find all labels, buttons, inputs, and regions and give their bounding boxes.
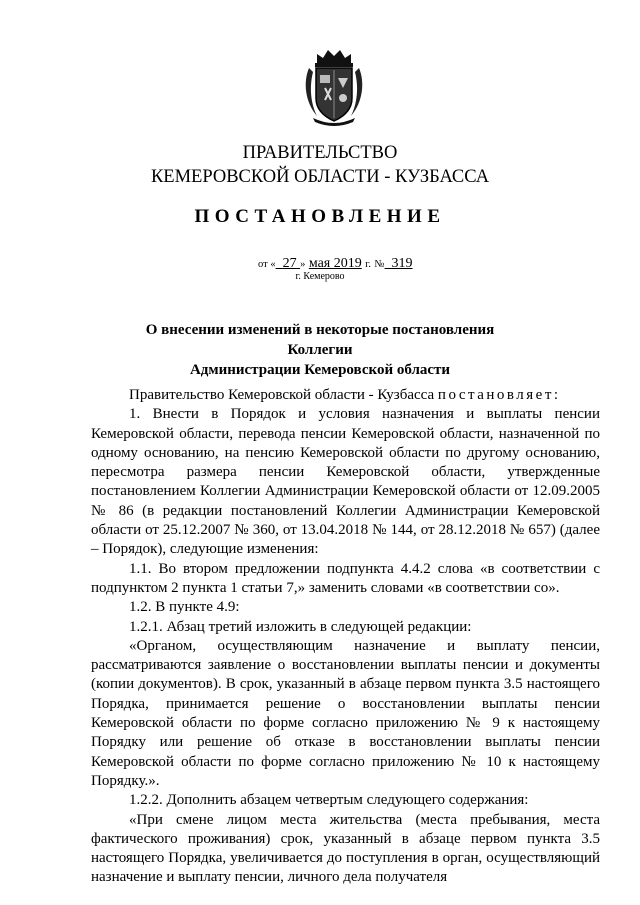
coat-of-arms-icon [303,48,365,126]
quoted-paragraph-2: «При смене лицом места жительства (места пребывания, места фактического проживания) срок, указанный в абзаце первом пункта 3.5 настоящего Порядка, увеличивается до поступления в орган, осуществляющий назначение и выплату пенсии, личного дела получателя [91,811,600,886]
date-day: 27 [282,256,297,271]
paragraph-1-2-1: 1.2.1. Абзац третий изложить в следующей редакции: [129,618,472,635]
document-number: 319 [391,256,413,271]
document-subject [120,320,520,380]
subject-line2: Администрации Кемеровской области [189,362,451,378]
paragraph-1-2: 1.2. В пункте 4.9: [129,599,240,616]
subject-line1: О внесении изменений в некоторые постановления Коллегии [145,322,495,358]
paragraph-1: 1. Внести в Порядок и условия назначения и выплаты пенсии Кемеровской области, перевода пенсии Кемеровской области, назначенной по одному основанию, на пенсию Кемеровской области по другому основанию, пересмотра размера пенсии Кемеровской области, утвержденные постановлением Коллегии Администрации Кемеровской области от 12.09.2005 № 86 (в редакции постановлений Коллегии Администрации Кемеровской области от 25.12.2007 № 360, от 13.04.2018 № 144, от 28.12.2018 № 657) (далее – Порядок), следующие изменения: [91,406,600,558]
quoted-paragraph-1: «Органом, осуществляющим назначение и выплату пенсии, рассматриваются заявление о восстановлении выплаты пенсии и документы (копии документов). В срок, указанный в абзаце первом пункта 3.5 настоящего Порядка, принимается решение о восстановлении выплаты пенсии Кемеровской области по форме согласно приложению № 9 к настоящему Порядку или решение об отказе в восстановлении выплаты пенсии Кемеровской области по форме согласно приложению № 10 к настоящему Порядку.». [91,637,600,789]
document-type-title: ПОСТАНОВЛЕНИЕ [194,206,446,227]
intro-paragraph: Правительство Кемеровской области - Кузбасса постановляет: [129,387,561,403]
date-month-year: мая 2019 [308,256,362,271]
decree-verb: постановляет: [437,387,561,403]
document-body [91,386,600,888]
date-number-line [258,256,413,272]
date-year-suffix: г. [365,259,371,270]
paragraph-1-1: 1.1. Во втором предложении подпункта 4.4.2 слова «в соответствии с подпунктом 2 пункта 1 статьи 7,» заменить словами «в соответствии со». [91,560,600,596]
government-title-line2: КЕМЕРОВСКОЙ ОБЛАСТИ - КУЗБАССА [150,167,490,187]
government-title-line1: ПРАВИТЕЛЬСТВО [242,143,398,163]
paragraph-1-2-2: 1.2.2. Дополнить абзацем четвертым следующего содержания: [129,792,529,809]
date-mid: » [300,259,306,270]
number-label: № [374,259,385,270]
date-prefix: от « [258,259,276,270]
city-label: г. Кемерово [295,271,345,282]
